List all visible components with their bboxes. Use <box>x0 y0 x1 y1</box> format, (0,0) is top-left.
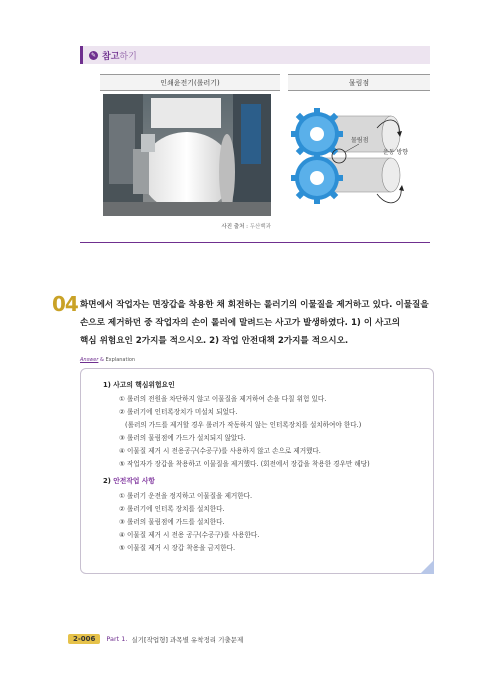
section-1-heading: 사고의 핵심위험요인 <box>113 381 175 389</box>
list-item: ② 롤러기에 인터록 장치를 설치한다. <box>119 505 225 513</box>
answer-label <box>80 357 135 363</box>
caption-label: 사진 출처 : <box>221 224 248 230</box>
footer-chapter: 실기[작업형] 과목별 유착정리 기출문제 <box>131 635 244 644</box>
list-item: ⑤ 작업자가 장갑을 착용하고 이물질을 제거했다. (회전에서 장갑을 착용한 경우만 해당) <box>119 460 370 468</box>
label-rotation: 운동 방향 <box>383 149 409 156</box>
section-2-heading: 안전작업 사항 <box>113 477 155 485</box>
label-nip-point: 물림점 <box>351 137 369 144</box>
list-item: ⑤ 이물질 제거 시 장갑 착용을 금지한다. <box>119 544 236 552</box>
list-item: ① 롤러의 전원을 차단하지 않고 이물질을 제거하여 손을 다칠 위험 있다. <box>119 395 327 403</box>
list-item: ③ 롤러의 물림점에 가드가 설치되지 않았다. <box>119 434 246 442</box>
pencil-icon: ✎ <box>90 51 97 59</box>
column-header-press: 인쇄윤전기(롤러기) <box>100 74 280 91</box>
reference-header <box>80 46 430 64</box>
section-2-title <box>103 475 155 485</box>
question-line: 핵심 위험요인 2가지를 적으시오. 2) 작업 안전대책 2가지를 적으시오. <box>80 336 349 346</box>
list-item: (롤러의 가드를 제거할 경우 롤러가 작동하지 않는 인터록장치를 설치하여야 한다.) <box>125 421 362 429</box>
question-line: 화면에서 작업자는 면장갑을 착용한 채 회전하는 롤러기의 이물질을 제거하고 있다. 이물질을 <box>80 300 429 310</box>
question-number: 04 <box>52 292 78 316</box>
page-number: 2-006 <box>68 634 100 644</box>
nip-point-diagram <box>285 94 423 234</box>
photo-caption <box>103 222 271 230</box>
caption-source: 두산백과 <box>249 224 271 230</box>
reference-title-suffix: 하기 <box>119 51 137 62</box>
page-curl-decoration <box>420 560 434 574</box>
explanation-word: Explanation <box>105 357 136 363</box>
upper-gear <box>291 108 343 160</box>
reference-title: 참고 <box>102 51 120 62</box>
answer-word: Answer <box>80 357 99 363</box>
answer-sep: & <box>100 357 104 363</box>
footer-part: Part 1. <box>106 635 128 643</box>
question-line: 손으로 제거하던 중 작업자의 손이 롤러에 말려드는 사고가 발생하였다. 1) 이 사고의 <box>80 318 401 328</box>
list-item: ③ 롤러의 물림점에 가드를 설치한다. <box>119 518 225 526</box>
page-footer <box>68 633 243 645</box>
reference-column-headers <box>100 74 430 91</box>
printing-press-photo <box>103 94 271 216</box>
answer-box <box>80 368 434 574</box>
list-item: ④ 이물질 제거 시 전용공구(수공구)를 사용하지 않고 손으로 제거했다. <box>119 447 321 455</box>
list-item: ④ 이물질 제거 시 전용 공구(수공구)를 사용한다. <box>119 531 260 539</box>
section-2-number: 2) <box>103 477 111 485</box>
section-1-title <box>103 379 175 389</box>
list-item: ① 롤러기 운전을 정지하고 이물질을 제거한다. <box>119 492 253 500</box>
question-text <box>80 296 432 350</box>
list-item: ② 롤러기에 인터록장치가 미설치 되었다. <box>119 408 238 416</box>
reference-box <box>80 46 430 243</box>
column-header-nip: 물림점 <box>288 74 430 91</box>
section-1-number: 1) <box>103 381 111 389</box>
